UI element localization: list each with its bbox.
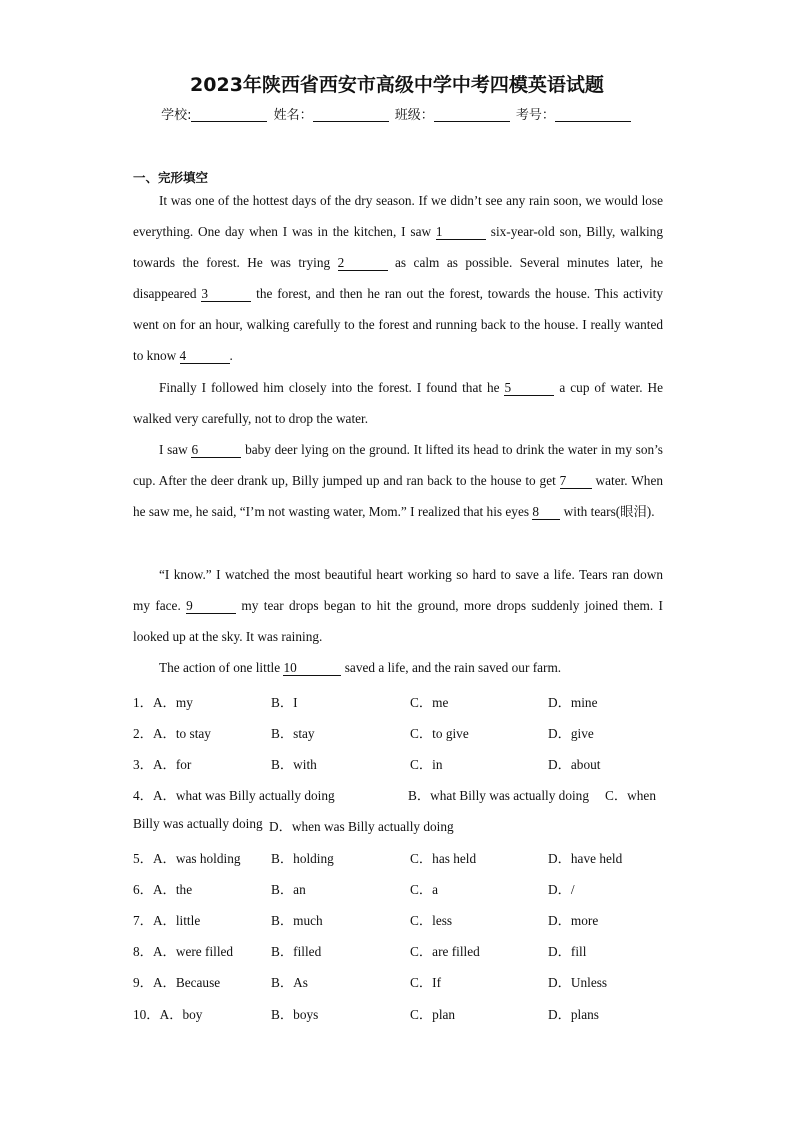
option-d[interactable]: D．have held xyxy=(548,851,623,866)
option-c[interactable]: C．when xyxy=(605,788,656,803)
option-a[interactable]: A．for xyxy=(152,757,192,772)
question-7: 7．A．little B．much C．less D．more xyxy=(133,910,663,930)
school-label: 学校: xyxy=(161,108,192,123)
option-a[interactable]: A．boy xyxy=(159,1007,203,1022)
page-title: 2023年陕西省西安市高级中学中考四模英语试题 xyxy=(190,74,604,96)
question-4-continued xyxy=(133,816,663,836)
option-c[interactable]: C．plan xyxy=(410,1007,456,1022)
option-d[interactable]: D．more xyxy=(548,913,599,928)
option-a[interactable]: A．were filled xyxy=(152,944,234,959)
option-d[interactable]: D．fill xyxy=(548,944,587,959)
option-c[interactable]: C．in xyxy=(410,757,443,772)
option-d[interactable]: D．when was Billy actually doing xyxy=(269,819,454,834)
option-d[interactable]: D．plans xyxy=(548,1007,599,1022)
blank-6: 6 xyxy=(191,442,241,458)
question-8: 8．A．were filled B．filled C．are filled D．fill xyxy=(133,941,663,961)
option-a[interactable]: A．Because xyxy=(152,975,221,990)
option-d[interactable]: D．mine xyxy=(548,695,598,710)
question-1: 1．A．my B．I C．me D．mine xyxy=(133,692,663,712)
blank-7: 7 xyxy=(560,473,592,489)
option-d[interactable]: D．Unless xyxy=(548,975,608,990)
passage-paragraph-2: Finally I followed him closely into the forest. I found that he 5 a cup of water. He walked very carefully, not to drop the water. xyxy=(133,380,663,426)
student-info-row xyxy=(0,104,794,123)
blank-5: 5 xyxy=(504,380,554,396)
option-a[interactable]: A．little xyxy=(152,913,201,928)
passage-paragraph-4: “I know.” I watched the most beautiful heart working so hard to save a life. Tears ran down my face. 9 my tear drops began to hit the ground, more drops suddenly joined them. I looked up at the sky. It was raining. xyxy=(133,567,663,644)
option-b[interactable]: B．stay xyxy=(271,726,315,741)
question-10: 10．A．boy B．boys C．plan D．plans xyxy=(133,1004,663,1024)
option-c[interactable]: C．less xyxy=(410,913,453,928)
option-c[interactable]: C．are filled xyxy=(410,944,480,959)
number-label: 考号： xyxy=(515,108,555,123)
option-c-continued[interactable]: Billy was actually doing xyxy=(133,816,263,831)
option-a[interactable]: A．to stay xyxy=(152,726,211,741)
name-label: 姓名： xyxy=(273,108,313,123)
option-b[interactable]: B．with xyxy=(271,757,317,772)
blank-10: 10 xyxy=(283,660,341,676)
name-blank[interactable] xyxy=(313,107,389,122)
option-b[interactable]: B．holding xyxy=(271,851,334,866)
option-c[interactable]: C．me xyxy=(410,695,449,710)
school-blank[interactable] xyxy=(191,107,267,122)
question-9: 9．A．Because B．As C．If D．Unless xyxy=(133,972,663,992)
option-b[interactable]: B．As xyxy=(271,975,308,990)
option-a[interactable]: A．was holding xyxy=(152,851,241,866)
question-6: 6．A．the B．an C．a D．/ xyxy=(133,879,663,899)
question-5: 5．A．was holding B．holding C．has held D．have held xyxy=(133,848,663,868)
option-c[interactable]: C．to give xyxy=(410,726,469,741)
option-b[interactable]: B．I xyxy=(271,695,298,710)
blank-9: 9 xyxy=(186,598,236,614)
number-blank[interactable] xyxy=(555,107,631,122)
blank-3: 3 xyxy=(201,286,251,302)
option-b[interactable]: B．what Billy was actually doing xyxy=(408,788,589,803)
passage-paragraph-3: I saw 6 baby deer lying on the ground. It lifted its head to drink the water in my son’s cup. After the deer drank up, Billy jumped up and ran back to the house to get 7 water. When he saw me, he said, “I’m not wasting water, Mom.” I realized that his eyes 8 with tears(眼泪). xyxy=(133,442,663,519)
question-4: 4．A．what was Billy actually doing B．what Billy was actually doing C．when xyxy=(133,785,663,805)
option-c[interactable]: C．has held xyxy=(410,851,477,866)
option-b[interactable]: B．filled xyxy=(271,944,322,959)
option-a[interactable]: A．my xyxy=(152,695,193,710)
blank-2: 2 xyxy=(338,255,388,271)
option-b[interactable]: B．boys xyxy=(271,1007,319,1022)
blank-1: 1 xyxy=(436,224,486,240)
option-a[interactable]: A．what was Billy actually doing xyxy=(152,788,335,803)
option-d[interactable]: D．about xyxy=(548,757,601,772)
question-2: 2．A．to stay B．stay C．to give D．give xyxy=(133,723,663,743)
option-c[interactable]: C．a xyxy=(410,882,439,897)
passage-paragraph-5: The action of one little 10 saved a life, and the rain saved our farm. xyxy=(159,660,562,675)
blank-8: 8 xyxy=(532,504,560,520)
passage-paragraph-1: It was one of the hottest days of the dry season. If we didn’t see any rain soon, we would lose everything. One day when I was in the kitchen, I saw 1 six-year-old son, Billy, walking towards the forest. He was trying 2 as calm as possible. Several minutes later, he disappeared 3 the forest, and then he ran out the forest, towards the house. This activity went on for an hour, walking carefully to the forest and running back to the house. I really wanted to know 4 . xyxy=(133,193,664,363)
option-b[interactable]: B．an xyxy=(271,882,306,897)
class-label: 班级： xyxy=(394,108,434,123)
blank-4: 4 xyxy=(180,348,230,364)
option-b[interactable]: B．much xyxy=(271,913,323,928)
option-d[interactable]: D．give xyxy=(548,726,594,741)
class-blank[interactable] xyxy=(434,107,510,122)
question-3: 3．A．for B．with C．in D．about xyxy=(133,754,663,774)
section-title: 一、完形填空 xyxy=(133,170,209,185)
option-d[interactable]: D．/ xyxy=(548,882,575,897)
option-a[interactable]: A．the xyxy=(152,882,193,897)
option-c[interactable]: C．If xyxy=(410,975,442,990)
